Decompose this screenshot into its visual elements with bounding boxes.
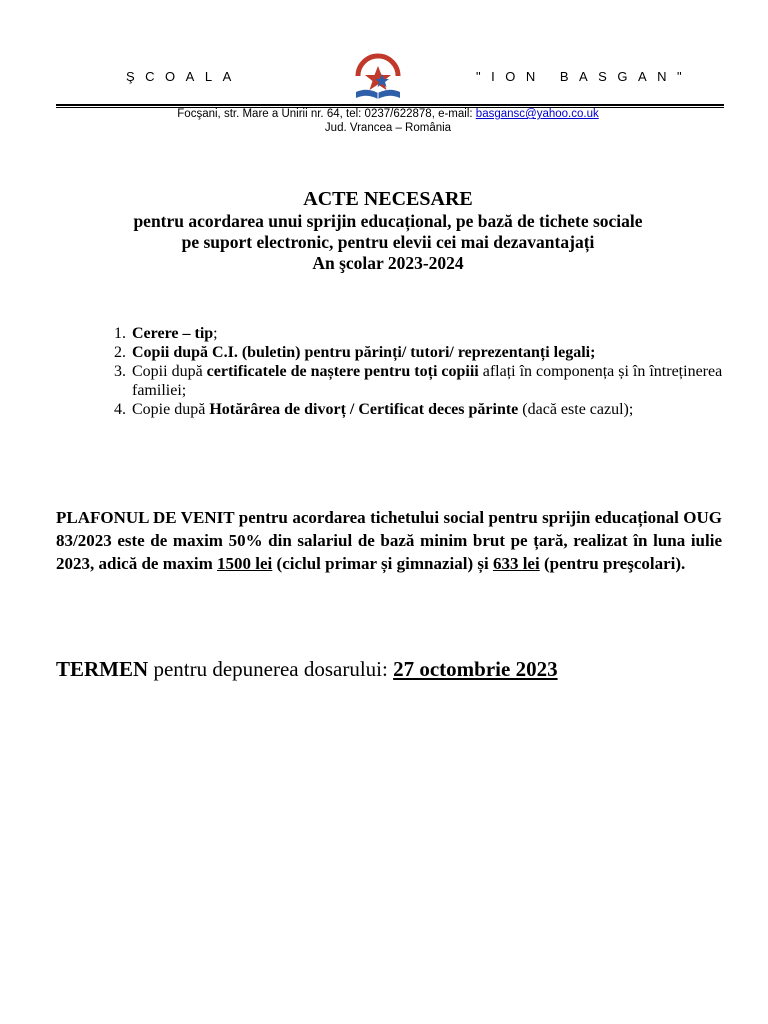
subtitle-line-3: An şcolar 2023-2024 (312, 253, 464, 273)
address-text: Focşani, str. Mare a Unirii nr. 64, tel: 0237/622878, e-mail: (177, 108, 476, 120)
page-title: ACTE NECESARE (303, 188, 473, 210)
list-item: 4. Copie după Hotărârea de divorț / Certificat deces părinte (dacă este cazul); (130, 400, 730, 419)
subtitle-line-2: pe suport electronic, pentru elevii cei mai dezavantajați (181, 232, 595, 252)
email-link[interactable]: basgansc@yahoo.co.uk (475, 108, 599, 120)
amount-primary: 1500 lei (217, 554, 273, 573)
county-text: Jud. Vrancea – România (324, 122, 452, 134)
school-label: ŞCOALA (126, 69, 242, 84)
school-logo (348, 52, 408, 106)
contact-info (0, 107, 768, 135)
amount-preschool: 633 lei (492, 554, 540, 573)
header-divider (56, 104, 724, 106)
documents-list (106, 324, 730, 419)
deadline-date: 27 octombrie 2023 (393, 657, 558, 681)
title-block (0, 187, 768, 274)
deadline-label: TERMEN (56, 657, 149, 681)
deadline-paragraph: TERMEN pentru depunerea dosarului: 27 octombrie 2023 (56, 657, 558, 681)
school-name: "ION BASGAN" (476, 69, 693, 84)
list-item: 3. Copii după certificatele de naștere pentru toți copiii aflați în componența și în întreținerea familiei; (130, 362, 730, 400)
list-item: 1. Cerere – tip; (130, 324, 730, 343)
subtitle-line-1: pentru acordarea unui sprijin educațional, pe bază de tichete sociale (133, 211, 643, 231)
list-item: 2. Copii după C.I. (buletin) pentru părinți/ tutori/ reprezentanți legali; (130, 343, 730, 362)
income-ceiling-paragraph: PLAFONUL DE VENIT pentru acordarea tichetului social pentru sprijin educațional OUG 83/2023 este de maxim 50% din salariul de bază minim brut pe țară, realizat în luna iulie 2023, adică de maxim 1500 lei (ciclul primar și gimnazial) și 633 lei (pentru preşcolari). (56, 508, 722, 573)
